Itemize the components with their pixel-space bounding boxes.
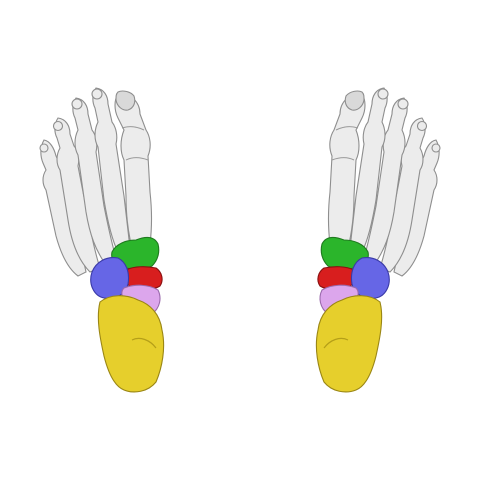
left-foot-tarsals [91, 237, 164, 392]
right-foot [316, 88, 440, 392]
right-calcaneus [316, 296, 381, 392]
left-2nd-distal-phalanx [92, 89, 102, 99]
left-calcaneus [98, 296, 163, 392]
left-5th-distal-phalanx [40, 144, 48, 152]
right-foot-tarsals [316, 237, 389, 392]
left-foot [40, 88, 164, 392]
right-5th-distal-phalanx [432, 144, 440, 152]
left-3rd-distal-phalanx [72, 99, 82, 109]
right-2nd-distal-phalanx [378, 89, 388, 99]
right-4th-distal-phalanx [418, 122, 427, 131]
right-3rd-distal-phalanx [398, 99, 408, 109]
left-4th-distal-phalanx [54, 122, 63, 131]
